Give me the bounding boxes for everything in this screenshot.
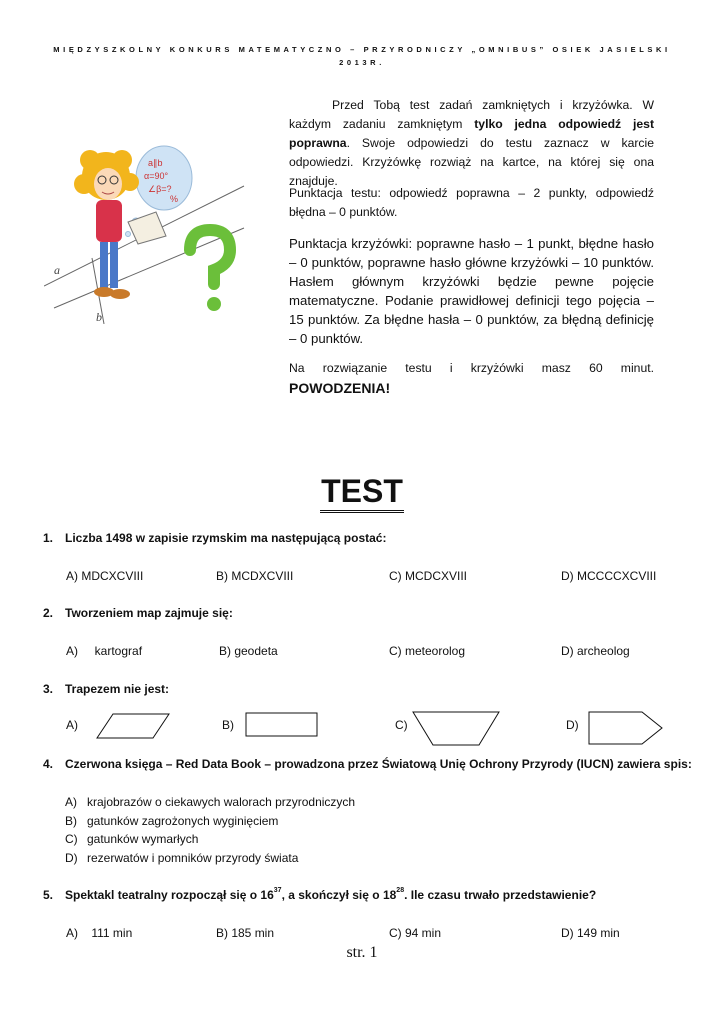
option-letter: A) — [65, 795, 77, 809]
q3-option-a[interactable]: A) — [66, 718, 78, 732]
q1-option-c[interactable]: C) MCDCXVIII — [389, 569, 467, 583]
bubble-text-3: ∠β=? — [148, 184, 172, 194]
bubble-text-2: α=90° — [144, 171, 169, 181]
question-number: 4. — [43, 757, 54, 771]
question-number: 3. — [43, 682, 54, 696]
intro-text-start: Przed Tobą test zadań zamkniętych i krzyżówka. W każdym zadaniu zamkniętym — [289, 98, 654, 131]
option-letter: B) — [65, 813, 77, 828]
good-luck: POWODZENIA! — [289, 380, 391, 396]
question-text: Czerwona księga – Red Data Book – prowadzona przez Światową Unię Ochrony Przyrody (IUCN) zawiera spis: — [65, 757, 692, 771]
q1-option-b[interactable]: B) MCDXCVIII — [216, 569, 294, 583]
question-text: Tworzeniem map zajmuje się: — [65, 606, 233, 620]
question-number: 2. — [43, 606, 54, 620]
q5-option-a[interactable]: A) 111 min — [66, 926, 133, 940]
option-text: rezerwatów i pomników przyrody świata — [87, 850, 299, 865]
q5-option-c[interactable]: C) 94 min — [389, 926, 442, 940]
q3-option-b[interactable]: B) — [222, 718, 234, 732]
time-limit: Na rozwiązanie testu i krzyżówki masz 60 minut. — [289, 361, 654, 375]
q3-option-d[interactable]: D) — [566, 718, 579, 732]
q4-option-b[interactable] — [65, 812, 355, 831]
question-text: Liczba 1498 w zapisie rzymskim ma następującą postać: — [65, 531, 387, 545]
bubble-text-1: a∥b — [148, 158, 163, 168]
question-text: Trapezem nie jest: — [65, 682, 170, 696]
q4-option-a[interactable] — [65, 793, 355, 812]
q4-option-d[interactable] — [65, 849, 355, 868]
q4-options — [65, 793, 355, 867]
end-minutes: 28 — [396, 887, 405, 894]
bubble-text-4: % — [170, 194, 179, 204]
intro-text-bold: tylko jedna odpowiedź jest poprawna — [289, 117, 654, 150]
q4-option-c[interactable] — [65, 830, 355, 849]
question-text-part: Spektakl teatralny rozpoczął się o 16 — [65, 888, 274, 902]
q2-option-d[interactable]: D) archeolog — [561, 644, 630, 658]
test-scoring: Punktacja testu: odpowiedź poprawna – 2 punkty, odpowiedź błędna – 0 punktów. — [289, 186, 654, 219]
option-text: gatunków wymarłych — [87, 832, 199, 846]
line-label-b: b — [96, 310, 102, 324]
trapezoid-shape — [412, 711, 500, 747]
q1-option-d[interactable]: D) MCCCCXCVIII — [561, 569, 657, 583]
option-text: gatunków zagrożonych wyginięciem — [87, 813, 279, 828]
page-title — [0, 472, 724, 513]
option-letter: C) — [65, 832, 78, 846]
question-text — [65, 888, 596, 902]
intro-text-end: . Swoje odpowiedzi do testu zaznacz w karcie odpowiedzi. Krzyżówkę rozwiąż na kartce, na której się ona znajduje. — [289, 136, 654, 188]
parallelogram-shape — [96, 713, 170, 739]
page-title-text: TEST — [320, 472, 404, 513]
question-text-part: , a skończył się o 18 — [281, 888, 397, 902]
question-text-part: . Ile czasu trwało przedstawienie? — [404, 888, 597, 902]
q3-option-c[interactable]: C) — [395, 718, 408, 732]
q5-option-b[interactable]: B) 185 min — [216, 926, 275, 940]
crossword-scoring: Punktacja krzyżówki: poprawne hasło – 1 punkt, błędne hasło – 0 punktów, poprawne hasło główne krzyżówki – 10 punktów. Hasłem głównym krzyżówki będzie pewne pojęcie matematyczne. Podanie prawidłowej definicji tego pojęcia – 15 punktów. Za błędne hasła – 0 punktów, za błędną definicję – 0 punktów. — [289, 236, 654, 346]
q2-option-c[interactable]: C) meteorolog — [389, 644, 466, 658]
question-number: 1. — [43, 531, 54, 545]
question-number: 5. — [43, 888, 54, 902]
contest-header: MIĘDZYSZKOLNY KONKURS MATEMATYCZNO – PRZYRODNICZY „OMNIBUS” OSIEK JASIELSKI — [53, 45, 671, 54]
q5-option-d[interactable]: D) 149 min — [561, 926, 620, 940]
intro-instructions — [289, 96, 654, 191]
start-minutes: 37 — [273, 887, 282, 894]
option-letter: D) — [65, 850, 78, 865]
q1-option-a[interactable]: A) MDCXCVIII — [66, 569, 144, 583]
option-text: krajobrazów o ciekawych walorach przyrodniczych — [87, 795, 356, 809]
contest-header-year: 2013R. — [339, 58, 385, 67]
q2-option-a[interactable]: A) kartograf — [66, 644, 143, 658]
line-label-a: a — [54, 263, 60, 277]
pentagon-shape — [588, 711, 664, 745]
student-illustration — [44, 138, 249, 324]
q2-option-b[interactable]: B) geodeta — [219, 644, 278, 658]
rectangle-shape — [245, 712, 319, 738]
page-number: str. 1 — [346, 944, 378, 961]
